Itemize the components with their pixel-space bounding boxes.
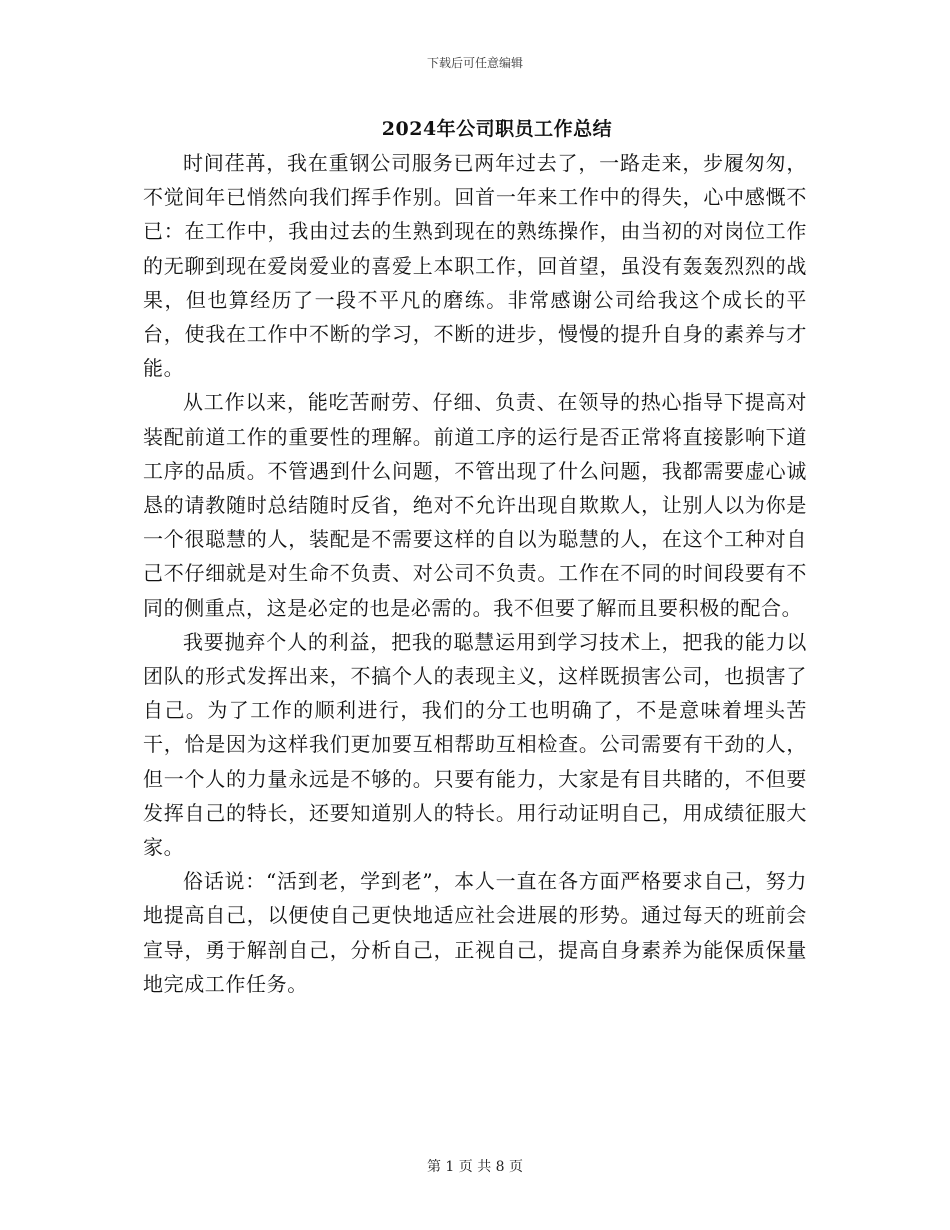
paragraph-2: 从工作以来，能吃苦耐劳、仔细、负责、在领导的热心指导下提高对装配前道工作的重要性的理解。前道工序的运行是否正常将直接影响下道工序的品质。不管遇到什么问题，不管出现了什么问题，我都需要虚心诚恳的请教随时总结随时反省，绝对不允许出现自欺欺人，让别人以为你是一个很聪慧的人，装配是不需要这样的自以为聪慧的人，在这个工种对自己不仔细就是对生命不负责、对公司不负责。工作在不同的时间段要有不同的侧重点，这是必定的也是必需的。我不但要了解而且要积极的配合。 (143, 390, 807, 620)
document-title: 2024年公司职员工作总结 (381, 118, 613, 140)
header-note: 下载后可任意编辑 (426, 56, 523, 70)
paragraph-4: 俗话说：“活到老，学到老”，本人一直在各方面严格要求自己，努力地提高自己，以便使自己更快地适应社会进展的形势。通过每天的班前会宣导，勇于解剖自己，分析自己，正视自己，提高自身素养为能保质保量地完成工作任务。 (143, 869, 807, 996)
paragraph-3: 我要抛弃个人的利益，把我的聪慧运用到学习技术上，把我的能力以团队的形式发挥出来，不搞个人的表现主义，这样既损害公司，也损害了自己。为了工作的顺利进行，我们的分工也明确了，不是意味着埋头苦干，恰是因为这样我们更加要互相帮助互相检查。公司需要有干劲的人，但一个人的力量永远是不够的。只要有能力，大家是有目共睹的，不但要发挥自己的特长，还要知道别人的特长。用行动证明自己，用成绩征服大家。 (143, 629, 807, 860)
paragraph-1: 时间荏苒，我在重钢公司服务已两年过去了，一路走来，步履匆匆，不觉间年已悄然向我们挥手作别。回首一年来工作中的得失，心中感慨不已：在工作中，我由过去的生熟到现在的熟练操作，由当初的对岗位工作的无聊到现在爱岗爱业的喜爱上本职工作，回首望，虽没有轰轰烈烈的战果，但也算经历了一段不平凡的磨练。非常感谢公司给我这个成长的平台，使我在工作中不断的学习，不断的进步，慢慢的提升自身的素养与才能。 (143, 151, 807, 381)
page-number-footer: 第 1 页 共 8 页 (426, 1159, 524, 1175)
document-body (143, 146, 807, 1001)
